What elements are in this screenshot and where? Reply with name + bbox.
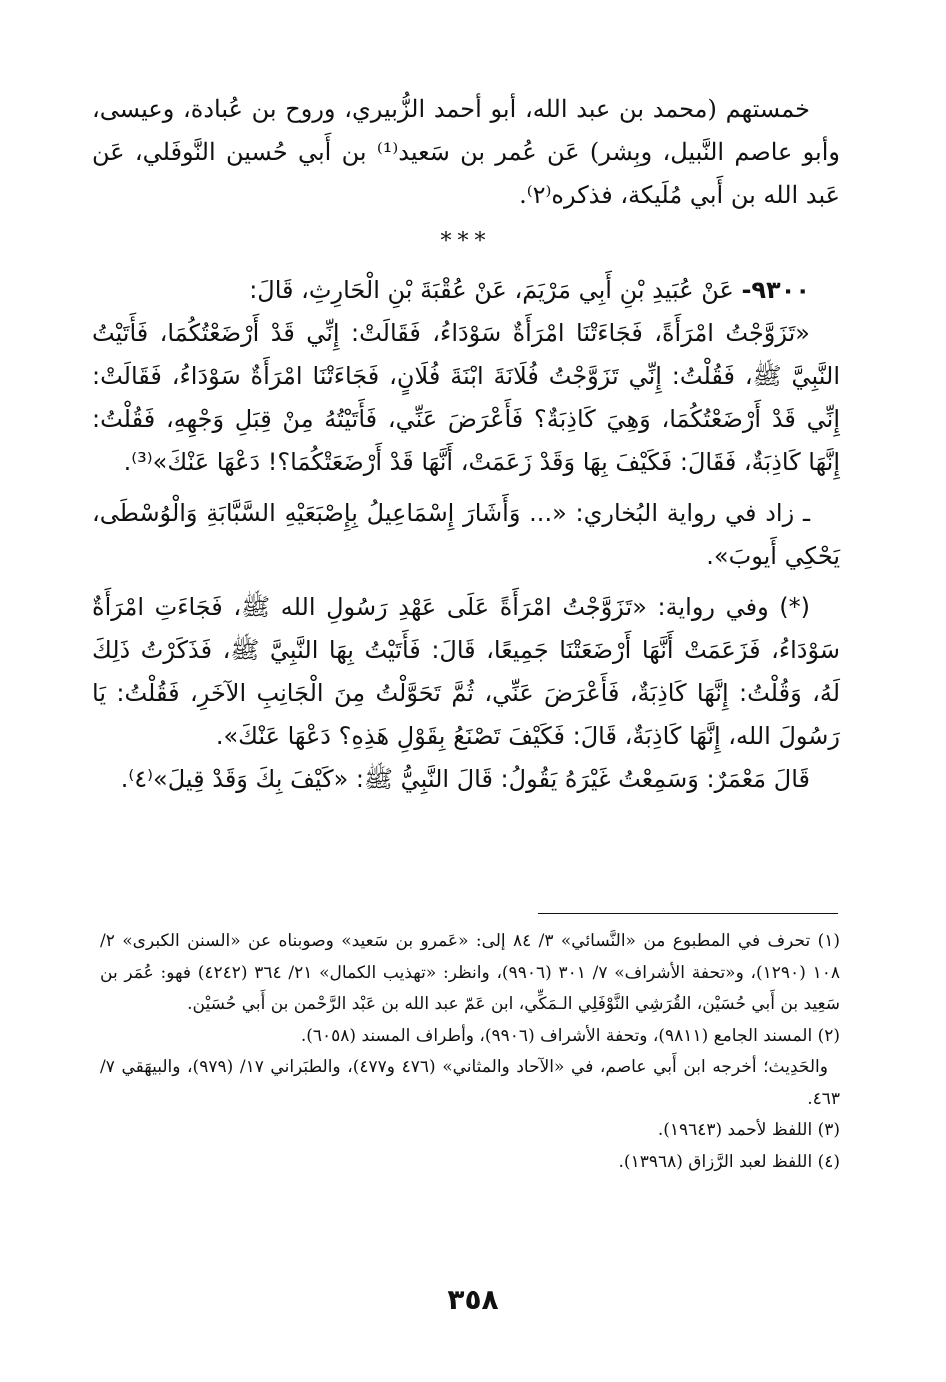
hadith-text: «تَزَوَّجْتُ امْرَأَةً، فَجَاءَتْنَا امْرَأَةٌ سَوْدَاءُ، فَقَالَتْ: إِنِّي قَدْ أَرْضَعْتُكُمَا، فَأَتَيْتُ النَّبِيَّ ﷺ، فَقُلْتُ: إِنِّي تَزَوَّجْتُ فُلَانَةَ ابْنَةَ فُلَانٍ، فَجَاءَتْنَا امْرَأَةٌ سَوْدَاءُ، فَقَالَتْ: إِنِّي قَدْ أَرْضَعْتُكُمَا، وَهِيَ كَاذِبَةٌ؟ فَأَعْرَضَ عَنِّي، فَأَتَيْتُهُ مِنْ قِبَلِ وَجْهِهِ، فَقُلْتُ: إِنَّهَا كَاذِبَةٌ، فَقَالَ: فَكَيْفَ بِهَا وَقَدْ زَعَمَتْ، أَنَّهَا قَدْ أَرْضَعَتْكُمَا؟! دَعْهَا عَنْكَ»⁽³⁾. (92, 319, 840, 476)
hadith-isnad: عَنْ عُبَيدِ بْنِ أَبِي مَرْيَمَ، عَنْ عُقْبَةَ بْنِ الْحَارِثِ، قَالَ: (249, 276, 734, 304)
other-narration: (*) وفي رواية: «تَزَوَّجْتُ امْرَأَةً عَلَى عَهْدِ رَسُولِ الله ﷺ، فَجَاءَتِ امْرَأَةٌ سَوْدَاءُ، فَزَعَمَتْ أَنَّهَا أَرْضَعَتْنَا جَمِيعًا، قَالَ: فَأَتَيْتُ بِهَا النَّبِيَّ ﷺ، فَذَكَرْتُ ذَلِكَ لَهُ، وَقُلْتُ: إِنَّهَا كَاذِبَةٌ، فَأَعْرَضَ عَنِّي، ثُمَّ تَحَوَّلْتُ مِنَ الْجَانِبِ الآخَرِ، فَقُلْتُ: يَا رَسُولَ الله، إِنَّهَا كَاذِبَةٌ، قَالَ: فَكَيْفَ تَصْنَعُ بِقَوْلِ هَذِهِ؟ دَعْهَا عَنْكَ». (92, 593, 840, 750)
hadith-isnad-line (92, 269, 840, 312)
mamar-note: قَالَ مَعْمَرٌ: وَسَمِعْتُ غَيْرَهُ يَقُولُ: قَالَ النَّبِيُّ ﷺ: «كَيْفَ بِكَ وَقَدْ قِيلَ»⁽٤⁾. (120, 765, 810, 793)
footnote-2-continuation: والحَدِيث؛ أخرجه ابن أَبي عاصم، في «الآحاد والمثاني» (٤٧٦ و٤٧٧)، والطبَراني ١٧/ (٩٧٩)، والبيهَقي ٧/ ٤٦٣. (100, 1057, 840, 1109)
footnote-1: (١) تحرف في المطبوع من «النَّسائي» ٣/ ٨٤ إلى: «عَمرو بن سَعيد» وصوبناه عن «السنن الكبرى» ٢/ ١٠٨ (١٢٩٠)، و«تحفة الأشراف» ٧/ ٣٠١ (٩٩٠٦)، وانظر: «تهذيب الكمال» ٢١/ ٣٦٤ (٤٢٤٢) فهو: عُمَر بن سَعِيد بن أَبي حُسَيْن، القُرَشِي النَّوْفَلِي الـمَكِّي، ابن عَمّ عبد الله بن عَبْد الرَّحْمن بن أَبي حُسَيْن. (100, 931, 840, 1014)
footnote-2: (٢) المسند الجامع (٩٨١١)، وتحفة الأشراف (٩٩٠٦)، وأطراف المسند (٦٠٥٨). (300, 1025, 840, 1046)
footnote-3: (٣) اللفظ لأحمد (١٩٦٤٣). (657, 1120, 840, 1140)
section-divider: *** (440, 229, 492, 254)
page-number: ٣٥٨ (447, 1283, 499, 1316)
footnote-4: (٤) اللفظ لعبد الرَّزاق (١٣٩٦٨). (618, 1151, 840, 1172)
footnotes (100, 926, 840, 1178)
bukhari-addition: ـ زاد في رواية البُخاري: «... وَأَشَارَ إِسْمَاعِيلُ بِإِصْبَعَيْهِ السَّبَّابَةِ وَالْوُسْطَى، يَحْكِي أَيوبَ». (92, 499, 840, 570)
narrators-paragraph: خمستهم (محمد بن عبد الله، أبو أحمد الزُّبيري، وروح بن عُبادة، وعيسى، وأبو عاصم النَّبيل، وبِشر) عَن عُمر بن سَعيد⁽¹⁾ بن أَبي حُسين النَّوفَلي، عَن عَبد الله بن أَبي مُلَيكة، فذكره⁽٢⁾. (92, 95, 840, 209)
footnote-separator (538, 913, 838, 914)
main-text (92, 88, 840, 801)
hadith-number: ٩٣٠٠- (741, 276, 810, 304)
page-body (92, 88, 840, 801)
hadith-block (92, 269, 840, 801)
